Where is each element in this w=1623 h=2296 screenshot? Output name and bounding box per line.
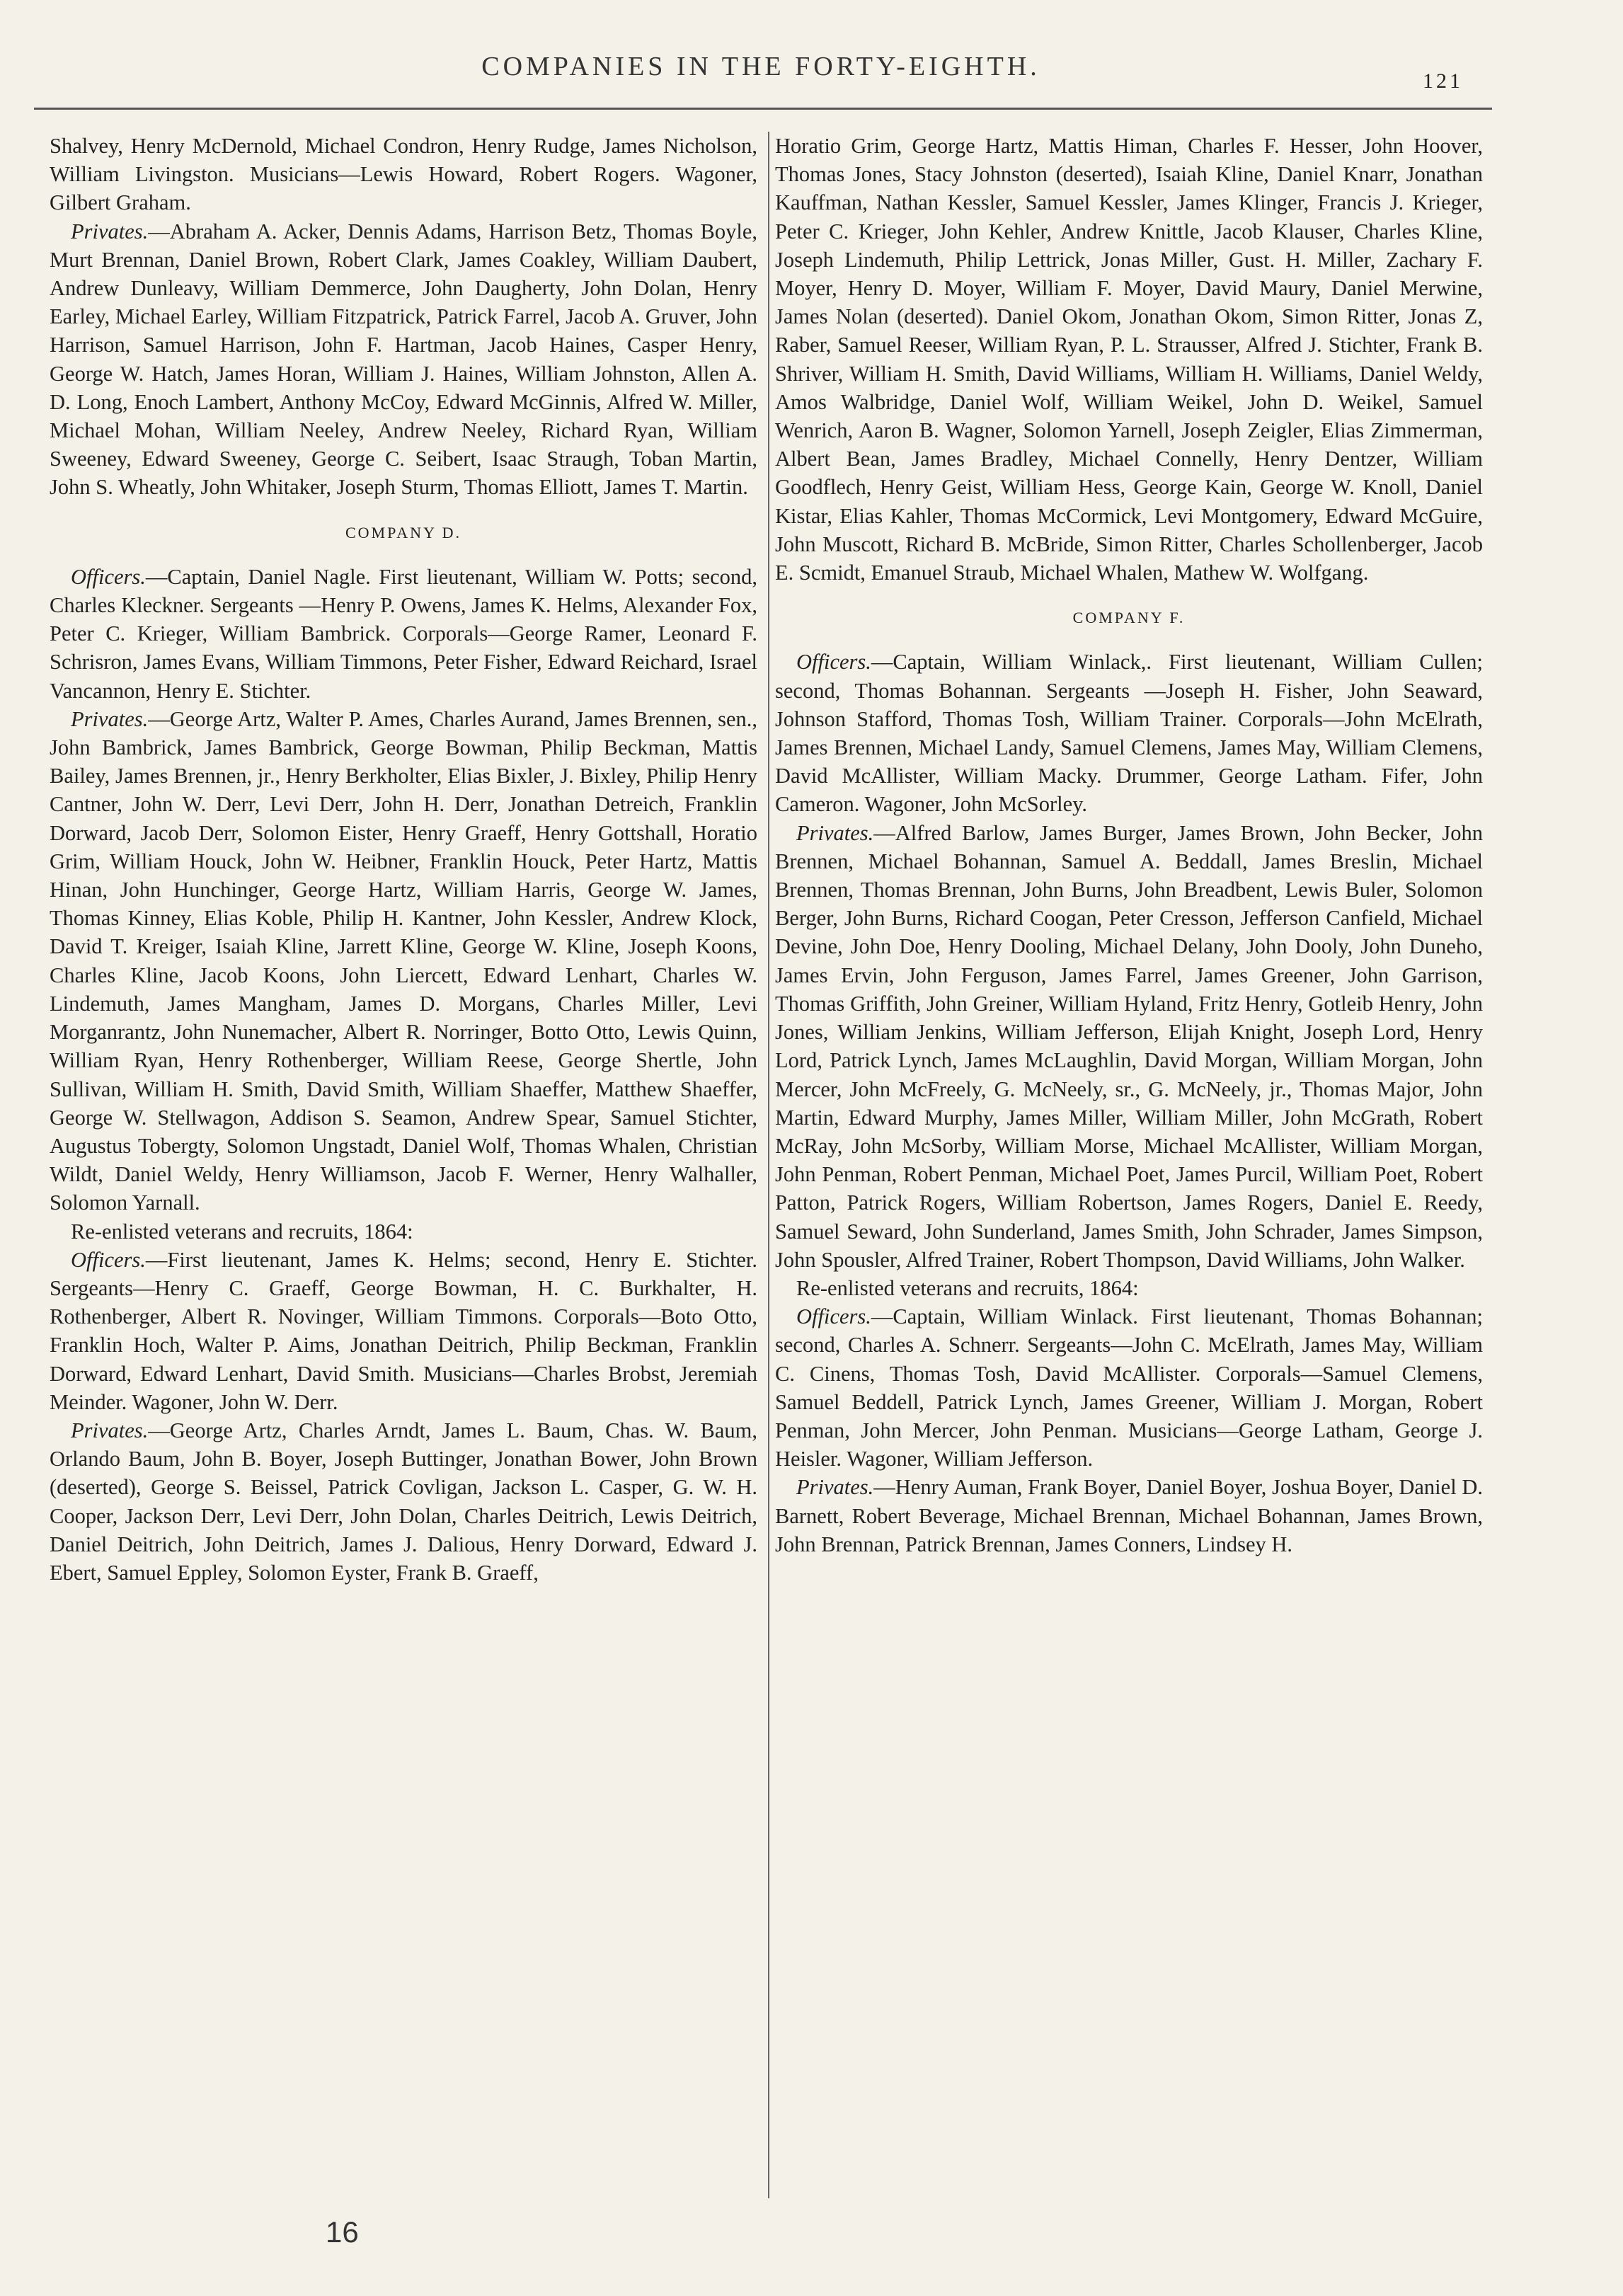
privates-list: —Alfred Barlow, James Burger, James Brown, John Becker, John Brennen, Michael Bohannan, Samuel A. Beddall, James Breslin, Michael Brennen, Thomas Brennan, John Burns, John Breadbent, Lewis Buler, Solomon Berger, John Burns, Richard Coogan, Peter Cresson, Jefferson Canfield, Michael Devine, John Doe, Henry Dooling, Michael Delany, John Dooly, John Duneho, James Ervin, John Ferguson, James Farrel, James Greener, John Garrison, Thomas Griffith, John Greiner, William Hyland, Fritz Henry, Gotleib Henry, John Jones, William Jenkins, William Jefferson, Elijah Knight, Joseph Lord, Henry Lord, Patrick Lynch, James McLaughlin, David Morgan, William Morgan, John Mercer, John McFreely, G. McNeely, sr., G. McNeely, jr., Thomas Major, John Martin, Edward Murphy, James Miller, William Miller, John McGrath, Robert McRay, John McSorby, William Morse, Michael McAllister, William Morgan, John Penman, Robert Penman, Michael Poet, James Purcil, William Poet, Robert Patton, Patrick Rogers, William Robertson, James Rogers, Daniel E. Reedy, Samuel Seward, John Sunderland, James Smith, John Schrader, James Simpson, John Spousler, Alfred Trainer, Robert Thompson, David Williams, John Walker. (775, 820, 1483, 1272)
signature-mark: 16 (326, 2215, 359, 2249)
privates-label: Privates. (71, 1418, 149, 1442)
running-header: COMPANIES IN THE FORTY-EIGHTH. (481, 52, 1040, 81)
header-rule (34, 108, 1492, 110)
privates-label: Privates. (796, 820, 874, 845)
privates-paragraph (50, 705, 757, 1217)
page-number: 121 (1423, 69, 1463, 93)
column-divider (768, 132, 769, 2198)
company-d-heading: COMPANY D. (345, 523, 462, 541)
reenlisted-line: Re-enlisted veterans and recruits, 1864: (796, 1275, 1139, 1300)
officers-list: —First lieutenant, James K. Helms; second, Henry E. Stichter. Sergeants—Henry C. Graeff, George Bowman, H. C. Burkhalter, H. Rothenberger, Albert R. Novinger, William Timmons. Corporals—Boto Otto, Franklin Hoch, Walter P. Aims, Jonathan Deitrich, Philip Beckman, Franklin Dorward, Edward Lenhart, David Smith. Musicians—Charles Brobst, Jeremiah Meinder. Wagoner, John W. Derr. (50, 1247, 757, 1414)
officers-label: Officers. (71, 1247, 146, 1272)
privates-paragraph (50, 1416, 757, 1587)
left-column (50, 132, 757, 1587)
reenlisted-line: Re-enlisted veterans and recruits, 1864: (71, 1219, 413, 1244)
privates-paragraph (775, 819, 1483, 1274)
officers-paragraph (50, 563, 757, 705)
officers-paragraph (775, 1302, 1483, 1473)
privates-list: —George Artz, Charles Arndt, James L. Baum, Chas. W. Baum, Orlando Baum, John B. Boyer, Joseph Buttinger, Jonathan Bower, John Brown (deserted), George S. Beissel, Patrick Covligan, Jackson L. Casper, G. W. H. Cooper, Jackson Derr, Levi Derr, John Dolan, Charles Deitrich, Lewis Deitrich, Daniel Deitrich, John Deitrich, James J. Dalious, Henry Dorward, Edward J. Ebert, Samuel Eppley, Solomon Eyster, Frank B. Graeff, (50, 1418, 757, 1585)
privates-list: —Abraham A. Acker, Dennis Adams, Harrison Betz, Thomas Boyle, Murt Brennan, Daniel Brown, Robert Clark, James Coakley, William Daubert, Andrew Dunleavy, William Demmerce, John Daugherty, John Dolan, Henry Earley, Michael Earley, William Fitzpatrick, Patrick Farrel, Jacob A. Gruver, John Harrison, Samuel Harrison, John F. Hartman, Jacob Haines, Casper Henry, George W. Hatch, James Horan, William J. Haines, William Johnston, Allen A. D. Long, Enoch Lambert, Anthony McCoy, Edward McGinnis, Alfred W. Miller, Michael Mohan, William Neeley, Andrew Neeley, Richard Ryan, William Sweeney, Edward Sweeney, George C. Seibert, Isaac Straugh, Toban Martin, John S. Wheatly, John Whitaker, Joseph Sturm, Thomas Elliott, James T. Martin. (50, 219, 757, 500)
officers-list: —Captain, Daniel Nagle. First lieutenant, William W. Potts; second, Charles Kleckner. Sergeants —Henry P. Owens, James K. Helms, Alexander Fox, Peter C. Krieger, William Bambrick. Corporals—George Ramer, Leonard F. Schrisron, James Evans, William Timmons, Peter Fisher, Edward Reichard, Israel Vancannon, Henry E. Stichter. (50, 564, 757, 703)
officers-paragraph (50, 1246, 757, 1416)
privates-paragraph (775, 1473, 1483, 1559)
officers-list: —Captain, William Winlack. First lieutenant, Thomas Bohannan; second, Charles A. Schnerr. Sergeants—John C. McElrath, James May, William C. Cinens, Thomas Tosh, David McAllister. Corporals—Samuel Clemens, Samuel Beddell, Patrick Lynch, James Greener, William J. Morgan, Robert Penman, John Mercer, John Penman. Musicians—George Latham, George J. Heisler. Wagoner, William Jefferson. (775, 1304, 1483, 1471)
officers-label: Officers. (796, 1304, 871, 1329)
paragraph: Horatio Grim, George Hartz, Mattis Himan, Charles F. Hesser, John Hoover, Thomas Jones, Stacy Johnston (deserted), Isaiah Kline, Daniel Knarr, Jonathan Kauffman, Nathan Kessler, Samuel Kessler, James Klinger, Francis J. Krieger, Peter C. Krieger, John Kehler, Andrew Knittle, Jacob Klauser, Charles Kline, Joseph Lindemuth, Philip Lettrick, Jonas Miller, Gust. H. Miller, Zachary F. Moyer, Henry D. Moyer, William F. Moyer, David Maury, Daniel Merwine, James Nolan (deserted). Daniel Okom, Jonathan Okom, Simon Ritter, Jonas Z, Raber, Samuel Reeser, William Ryan, P. L. Strausser, Alfred J. Stichter, Frank B. Shriver, William H. Smith, David Williams, William H. Williams, Daniel Weldy, Amos Walbridge, Daniel Wolf, William Weikel, John D. Weikel, Samuel Wenrich, Aaron B. Wagner, Solomon Yarnell, Joseph Zeigler, Elias Zimmerman, Albert Bean, James Bradley, Michael Connelly, Henry Dentzer, William Goodflech, Henry Geist, William Hess, George Kain, George W. Knoll, Daniel Kistar, Elias Kahler, Thomas McCormick, Levi Montgomery, Edward McGuire, John Muscott, Richard B. McBride, Simon Ritter, Charles Schollenberger, Jacob E. Scmidt, Emanuel Straub, Michael Whalen, Mathew W. Wolfgang. (775, 134, 1483, 585)
privates-paragraph (50, 217, 757, 502)
officers-list: —Captain, William Winlack,. First lieutenant, William Cullen; second, Thomas Bohannan. Sergeants —Joseph H. Fisher, John Seaward, Johnson Stafford, Thomas Tosh, William Trainer. Corporals—John McElrath, James Brennen, Michael Landy, Samuel Clemens, James May, William Clemens, David McAllister, William Macky. Drummer, George Latham. Fifer, John Cameron. Wagoner, John McSorley. (775, 650, 1483, 817)
right-column (775, 132, 1483, 1559)
company-f-heading: COMPANY F. (1072, 609, 1186, 627)
officers-paragraph (775, 648, 1483, 818)
officers-label: Officers. (796, 650, 871, 675)
privates-list: —Henry Auman, Frank Boyer, Daniel Boyer, Joshua Boyer, Daniel D. Barnett, Robert Beverage, Michael Brennan, Michael Bohannan, James Brown, John Brennan, Patrick Brennan, James Conners, Lindsey H. (775, 1475, 1483, 1556)
privates-label: Privates. (71, 706, 149, 731)
privates-label: Privates. (796, 1475, 874, 1500)
officers-label: Officers. (71, 564, 146, 589)
privates-list: —George Artz, Walter P. Ames, Charles Aurand, James Brennen, sen., John Bambrick, James Bambrick, George Bowman, Philip Beckman, Mattis Bailey, James Brennen, jr., Henry Berkholter, Elias Bixler, J. Bixley, Philip Henry Cantner, John W. Derr, Levi Derr, John H. Derr, Jonathan Detreich, Franklin Dorward, Jacob Derr, Solomon Eister, Henry Graeff, Henry Gottshall, Horatio Grim, William Houck, John W. Heibner, Franklin Houck, Peter Hartz, Mattis Hinan, John Hunchinger, George Hartz, William Harris, George W. James, Thomas Kinney, Elias Koble, Philip H. Kantner, John Kessler, Andrew Klock, David T. Kreiger, Isaiah Kline, Jarrett Kline, George W. Kline, Joseph Koons, Charles Kline, Jacob Koons, John Liercett, Edward Lenhart, Charles W. Lindemuth, James Mangham, James D. Morgans, Charles Miller, Levi Morganrantz, John Nunemacher, Albert R. Norringer, Botto Otto, Lewis Quinn, William Ryan, Henry Rothenberger, William Reese, George Shertle, John Sullivan, William H. Smith, David Smith, William Shaeffer, Matthew Shaeffer, George W. Stellwagon, Addison S. Seamon, Andrew Spear, Samuel Stichter, Augustus Tobergty, Solomon Ungstadt, Daniel Wolf, Thomas Whalen, Christian Wildt, Daniel Weldy, Henry Williamson, Jacob F. Werner, Henry Walhaller, Solomon Yarnall. (50, 706, 757, 1215)
privates-label: Privates. (71, 219, 149, 243)
paragraph: Shalvey, Henry McDernold, Michael Condron, Henry Rudge, James Nicholson, William Livingston. Musicians—Lewis Howard, Robert Rogers. Wagoner, Gilbert Graham. (50, 134, 757, 215)
